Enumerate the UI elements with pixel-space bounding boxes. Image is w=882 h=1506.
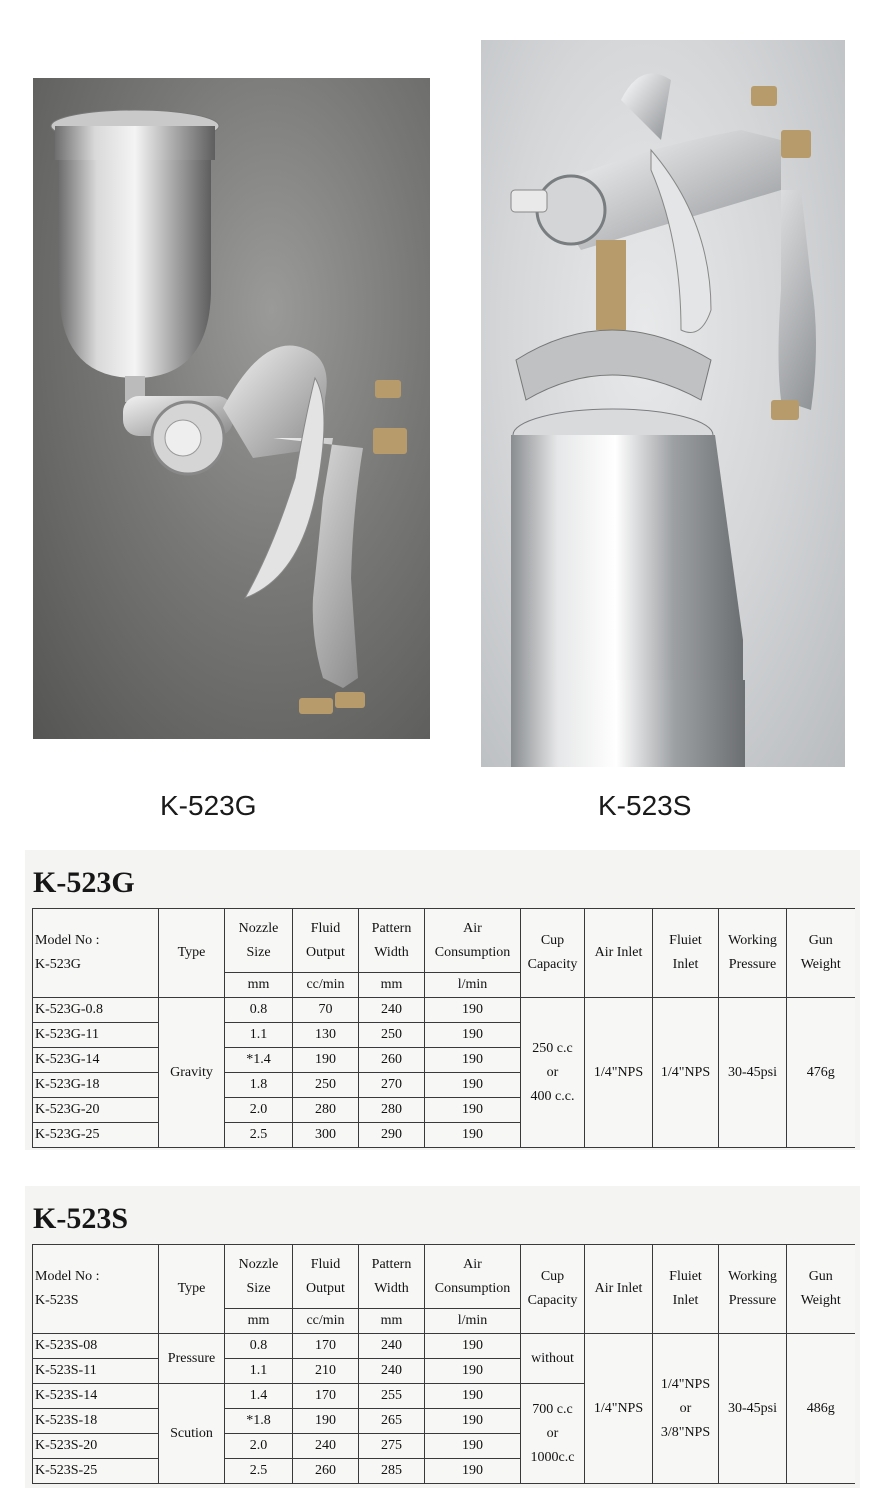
model-cell: K-523S-18 <box>33 1409 159 1434</box>
pattern-cell: 260 <box>359 1048 425 1073</box>
gun-weight-cell: 476g <box>787 998 855 1148</box>
k523s-section-title: K-523S <box>33 1202 129 1235</box>
air-consumption-header: Air Consumption <box>425 909 521 973</box>
fluid-cell: 280 <box>293 1098 359 1123</box>
model-no-header: Model No : K-523G <box>33 909 159 998</box>
air-cell: 190 <box>425 1048 521 1073</box>
nozzle-cell: 1.1 <box>225 1023 293 1048</box>
cup-capacity-cell: without <box>521 1334 585 1384</box>
nozzle-cell: 2.5 <box>225 1123 293 1148</box>
gun-weight-header: Gun Weight <box>787 909 855 998</box>
fluid-output-header: Fluid Output <box>293 1245 359 1309</box>
type-header: Type <box>159 909 225 998</box>
pattern-cell: 240 <box>359 1359 425 1384</box>
fluid-inlet-cell: 1/4"NPS <box>653 998 719 1148</box>
table-row <box>33 1334 855 1359</box>
working-pressure-cell: 30-45psi <box>719 998 787 1148</box>
pattern-cell: 255 <box>359 1384 425 1409</box>
fluid-cell: 300 <box>293 1123 359 1148</box>
pattern-width-header: Pattern Width <box>359 909 425 973</box>
nozzle-cell: 1.8 <box>225 1073 293 1098</box>
type-cell: Gravity <box>159 998 225 1148</box>
pattern-cell: 265 <box>359 1409 425 1434</box>
nozzle-cell: *1.8 <box>225 1409 293 1434</box>
nozzle-cell: 0.8 <box>225 998 293 1023</box>
gravity-spray-gun-illustration <box>33 78 430 739</box>
fluid-output-header: Fluid Output <box>293 909 359 973</box>
pattern-cell: 285 <box>359 1459 425 1484</box>
pattern-cell: 250 <box>359 1023 425 1048</box>
fluid-cell: 250 <box>293 1073 359 1098</box>
nozzle-size-header: Nozzle Size <box>225 909 293 973</box>
suction-gun-caption: K-523S <box>598 790 692 821</box>
working-pressure-header: Working Pressure <box>719 909 787 998</box>
model-cell: K-523G-25 <box>33 1123 159 1148</box>
model-cell: K-523S-11 <box>33 1359 159 1384</box>
suction-spray-gun-photo <box>481 40 845 767</box>
pattern-cell: 280 <box>359 1098 425 1123</box>
pattern-cell: 240 <box>359 998 425 1023</box>
gun-weight-header: Gun Weight <box>787 1245 855 1334</box>
pattern-cell: 290 <box>359 1123 425 1148</box>
k523s-spec-table <box>32 1244 855 1484</box>
pattern-unit: mm <box>359 973 425 998</box>
air-cell: 190 <box>425 998 521 1023</box>
model-cell: K-523G-14 <box>33 1048 159 1073</box>
fluid-inlet-header: Fluiet Inlet <box>653 1245 719 1334</box>
nozzle-cell: 1.4 <box>225 1384 293 1409</box>
type-cell: Pressure <box>159 1334 225 1384</box>
model-cell: K-523S-20 <box>33 1434 159 1459</box>
pattern-cell: 270 <box>359 1073 425 1098</box>
fluid-cell: 170 <box>293 1334 359 1359</box>
air-cell: 190 <box>425 1098 521 1123</box>
cup-capacity-header: Cup Capacity <box>521 1245 585 1334</box>
pattern-unit: mm <box>359 1309 425 1334</box>
table-row <box>33 998 855 1023</box>
k523g-section-title: K-523G <box>33 866 135 899</box>
nozzle-cell: 2.0 <box>225 1434 293 1459</box>
model-cell: K-523G-11 <box>33 1023 159 1048</box>
fluid-cell: 190 <box>293 1409 359 1434</box>
air-inlet-header: Air Inlet <box>585 909 653 998</box>
air-cell: 190 <box>425 1434 521 1459</box>
model-cell: K-523S-25 <box>33 1459 159 1484</box>
header-row <box>33 909 855 973</box>
air-cell: 190 <box>425 1073 521 1098</box>
air-inlet-cell: 1/4"NPS <box>585 998 653 1148</box>
model-no-header: Model No : K-523S <box>33 1245 159 1334</box>
air-cell: 190 <box>425 1123 521 1148</box>
header-row <box>33 1245 855 1309</box>
type-header: Type <box>159 1245 225 1334</box>
pattern-cell: 275 <box>359 1434 425 1459</box>
air-cell: 190 <box>425 1384 521 1409</box>
air-unit: l/min <box>425 973 521 998</box>
nozzle-unit: mm <box>225 973 293 998</box>
nozzle-size-header: Nozzle Size <box>225 1245 293 1309</box>
nozzle-cell: 2.5 <box>225 1459 293 1484</box>
fluid-cell: 210 <box>293 1359 359 1384</box>
gravity-spray-gun-photo <box>33 78 430 739</box>
fluid-inlet-header: Fluiet Inlet <box>653 909 719 998</box>
fluid-unit: cc/min <box>293 973 359 998</box>
fluid-cell: 70 <box>293 998 359 1023</box>
model-cell: K-523G-0.8 <box>33 998 159 1023</box>
air-cell: 190 <box>425 1459 521 1484</box>
type-cell: Scution <box>159 1384 225 1484</box>
fluid-cell: 240 <box>293 1434 359 1459</box>
gravity-gun-caption: K-523G <box>160 790 257 821</box>
model-cell: K-523G-18 <box>33 1073 159 1098</box>
nozzle-cell: 0.8 <box>225 1334 293 1359</box>
working-pressure-header: Working Pressure <box>719 1245 787 1334</box>
nozzle-cell: 2.0 <box>225 1098 293 1123</box>
suction-spray-gun-illustration <box>481 40 845 767</box>
air-cell: 190 <box>425 1409 521 1434</box>
model-cell: K-523S-08 <box>33 1334 159 1359</box>
fluid-cell: 130 <box>293 1023 359 1048</box>
cup-capacity-cell: 700 c.c or 1000c.c <box>521 1384 585 1484</box>
air-inlet-header: Air Inlet <box>585 1245 653 1334</box>
fluid-inlet-cell: 1/4"NPS or 3/8"NPS <box>653 1334 719 1484</box>
air-consumption-header: Air Consumption <box>425 1245 521 1309</box>
model-cell: K-523G-20 <box>33 1098 159 1123</box>
fluid-unit: cc/min <box>293 1309 359 1334</box>
air-unit: l/min <box>425 1309 521 1334</box>
nozzle-cell: *1.4 <box>225 1048 293 1073</box>
nozzle-cell: 1.1 <box>225 1359 293 1384</box>
air-cell: 190 <box>425 1334 521 1359</box>
model-cell: K-523S-14 <box>33 1384 159 1409</box>
fluid-cell: 260 <box>293 1459 359 1484</box>
fluid-cell: 190 <box>293 1048 359 1073</box>
pattern-width-header: Pattern Width <box>359 1245 425 1309</box>
air-cell: 190 <box>425 1023 521 1048</box>
cup-capacity-cell: 250 c.c or 400 c.c. <box>521 998 585 1148</box>
cup-capacity-header: Cup Capacity <box>521 909 585 998</box>
pattern-cell: 240 <box>359 1334 425 1359</box>
working-pressure-cell: 30-45psi <box>719 1334 787 1484</box>
gun-weight-cell: 486g <box>787 1334 855 1484</box>
air-cell: 190 <box>425 1359 521 1384</box>
nozzle-unit: mm <box>225 1309 293 1334</box>
k523g-spec-table <box>32 908 855 1148</box>
fluid-cell: 170 <box>293 1384 359 1409</box>
air-inlet-cell: 1/4"NPS <box>585 1334 653 1484</box>
